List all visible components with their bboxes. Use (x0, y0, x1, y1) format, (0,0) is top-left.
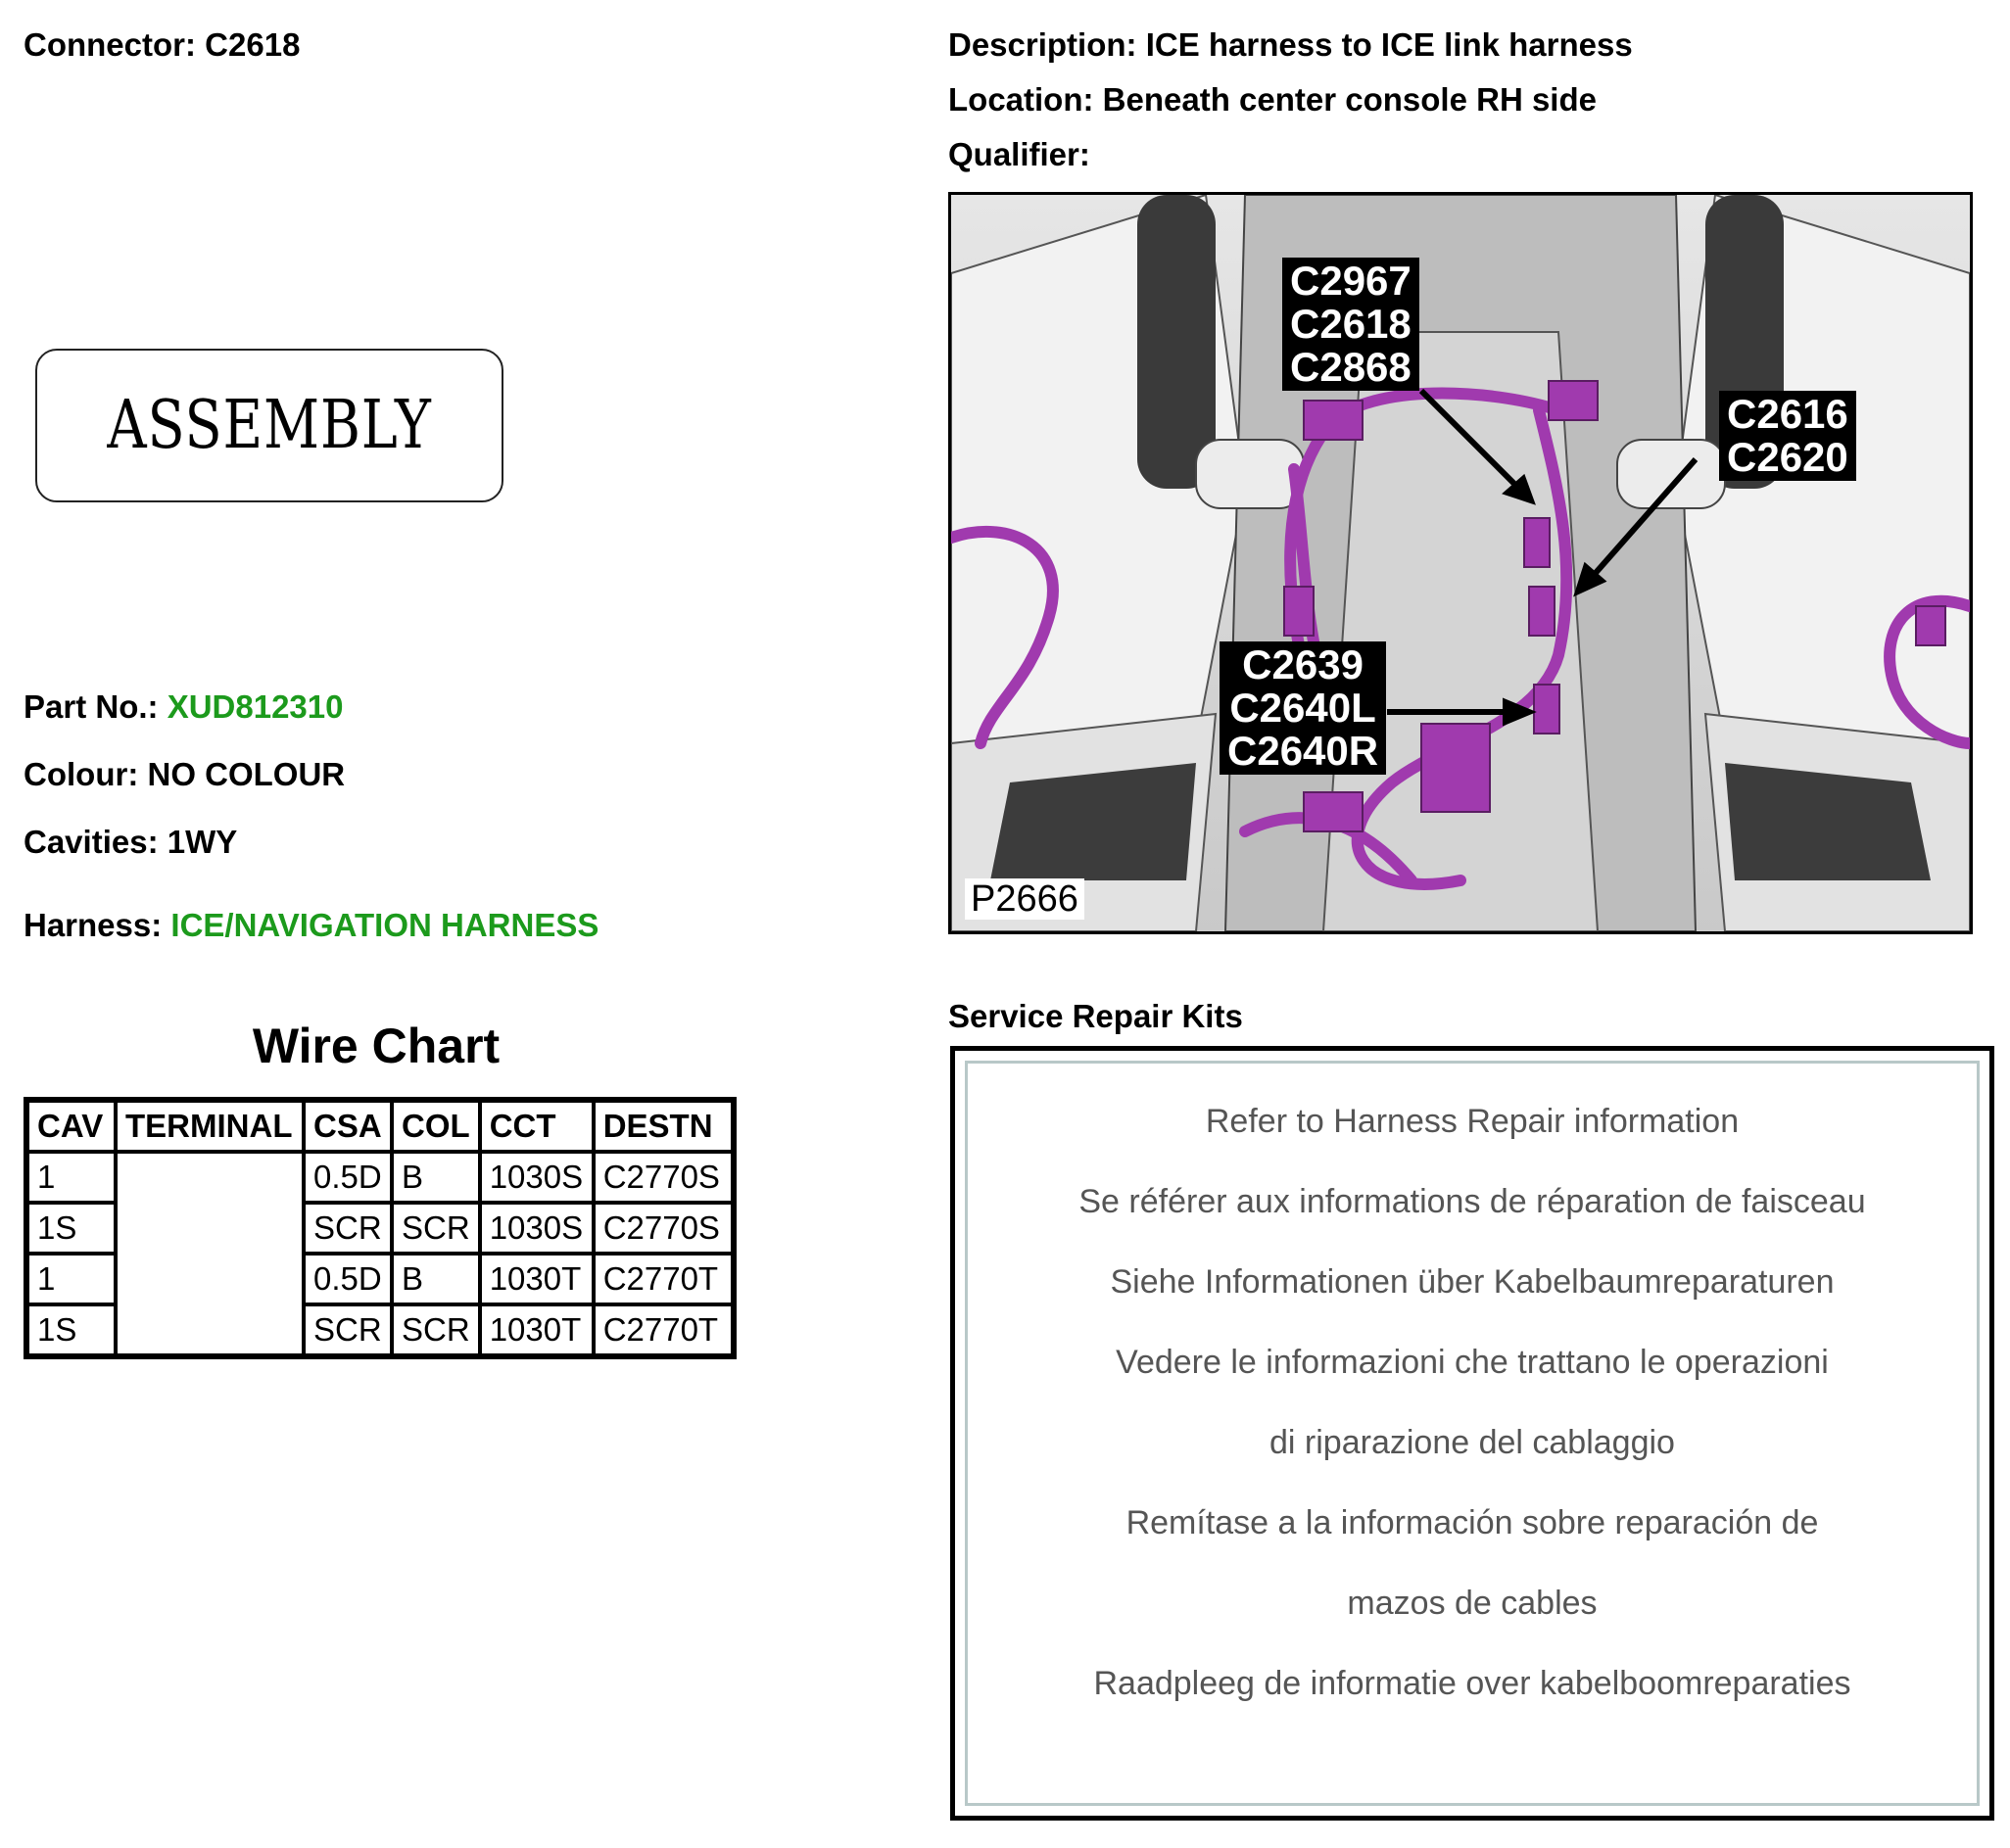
service-repair-kits-title: Service Repair Kits (948, 998, 1243, 1034)
cell-destn[interactable]: C2770S (594, 1203, 733, 1254)
wire-chart-title: Wire Chart (252, 1019, 501, 1073)
kit-line: di riparazione del cablaggio (1269, 1424, 1675, 1461)
header-cav: CAV (27, 1101, 116, 1152)
part-no-link[interactable]: XUD812310 (167, 688, 344, 725)
cell-col: B (392, 1152, 480, 1203)
colour-label: Colour: (24, 756, 139, 792)
cell-cct: 1030T (480, 1254, 594, 1304)
kit-line: mazos de cables (1347, 1585, 1598, 1622)
header-cct: CCT (480, 1101, 594, 1152)
cell-cav: 1 (27, 1254, 116, 1304)
header-terminal: TERMINAL (116, 1101, 304, 1152)
cell-destn[interactable]: C2770T (594, 1254, 733, 1304)
cell-csa: 0.5D (304, 1254, 392, 1304)
location-illustration (948, 192, 1973, 934)
kit-line: Se référer aux informations de réparation de faisceau (1078, 1183, 1866, 1220)
assembly-box (35, 349, 503, 502)
kit-line: Vedere le informazioni che trattano le operazioni (1116, 1344, 1829, 1381)
callout-a (1282, 258, 1419, 391)
cavities-value: 1WY (167, 824, 238, 860)
callout-label[interactable]: C2640R (1227, 728, 1379, 774)
cell-csa: SCR (304, 1304, 392, 1355)
kit-line: Refer to Harness Repair information (1205, 1103, 1740, 1140)
cell-cct: 1030S (480, 1152, 594, 1203)
service-repair-kits-box (950, 1046, 1994, 1821)
cell-col: SCR (392, 1203, 480, 1254)
callout-label[interactable]: C2620 (1727, 434, 1848, 480)
location-label: Location: (948, 81, 1094, 118)
kit-line: Siehe Informationen über Kabelbaumreparaturen (1110, 1263, 1835, 1301)
cell-col: B (392, 1254, 480, 1304)
header-csa: CSA (304, 1101, 392, 1152)
service-repair-kits-inner (965, 1061, 1980, 1806)
connector-label: Connector: (24, 26, 196, 63)
description-value: ICE harness to ICE link harness (1145, 26, 1633, 63)
location-value: Beneath center console RH side (1102, 81, 1597, 118)
callout-label[interactable]: C2967 (1290, 258, 1412, 304)
location-line (948, 80, 1597, 119)
qualifier-line (948, 135, 1090, 174)
callout-c (1220, 641, 1386, 775)
part-no-label: Part No.: (24, 688, 159, 725)
callout-label[interactable]: C2640L (1229, 685, 1376, 731)
cell-cav: 1S (27, 1203, 116, 1254)
wire-chart-table (24, 1097, 737, 1359)
cell-cav: 1 (27, 1152, 116, 1203)
harness-label: Harness: (24, 907, 163, 943)
connector-line (24, 25, 300, 65)
cell-destn[interactable]: C2770S (594, 1152, 733, 1203)
cell-destn[interactable]: C2770T (594, 1304, 733, 1355)
description-label: Description: (948, 26, 1137, 63)
cell-csa: SCR (304, 1203, 392, 1254)
table-row (27, 1152, 733, 1203)
figure-id: P2666 (965, 878, 1084, 920)
callout-label[interactable]: C2618 (1290, 301, 1412, 347)
assembly-label: ASSEMBLY (107, 387, 432, 464)
cell-terminal (116, 1152, 304, 1355)
callout-b (1719, 391, 1856, 481)
cell-csa: 0.5D (304, 1152, 392, 1203)
kit-line: Raadpleeg de informatie over kabelboomreparaties (1093, 1665, 1851, 1702)
callout-label[interactable]: C2639 (1242, 641, 1364, 687)
description-line (948, 25, 1633, 65)
wire-chart-header-row (27, 1101, 733, 1152)
cavities-line (24, 823, 237, 862)
connector-value: C2618 (205, 26, 301, 63)
callout-label[interactable]: C2868 (1290, 344, 1412, 390)
harness-link[interactable]: ICE/NAVIGATION HARNESS (170, 907, 599, 943)
colour-line (24, 755, 345, 794)
cell-cav: 1S (27, 1304, 116, 1355)
qualifier-label: Qualifier: (948, 136, 1090, 172)
colour-value: NO COLOUR (147, 756, 346, 792)
part-no-line (24, 687, 343, 727)
cell-col: SCR (392, 1304, 480, 1355)
cell-cct: 1030S (480, 1203, 594, 1254)
header-col: COL (392, 1101, 480, 1152)
header-destn: DESTN (594, 1101, 733, 1152)
harness-line (24, 906, 598, 945)
cell-cct: 1030T (480, 1304, 594, 1355)
kit-line: Remítase a la información sobre reparación de (1125, 1504, 1819, 1541)
callout-label[interactable]: C2616 (1727, 391, 1848, 437)
vehicle-floor-illustration (951, 195, 1970, 931)
cavities-label: Cavities: (24, 824, 159, 860)
